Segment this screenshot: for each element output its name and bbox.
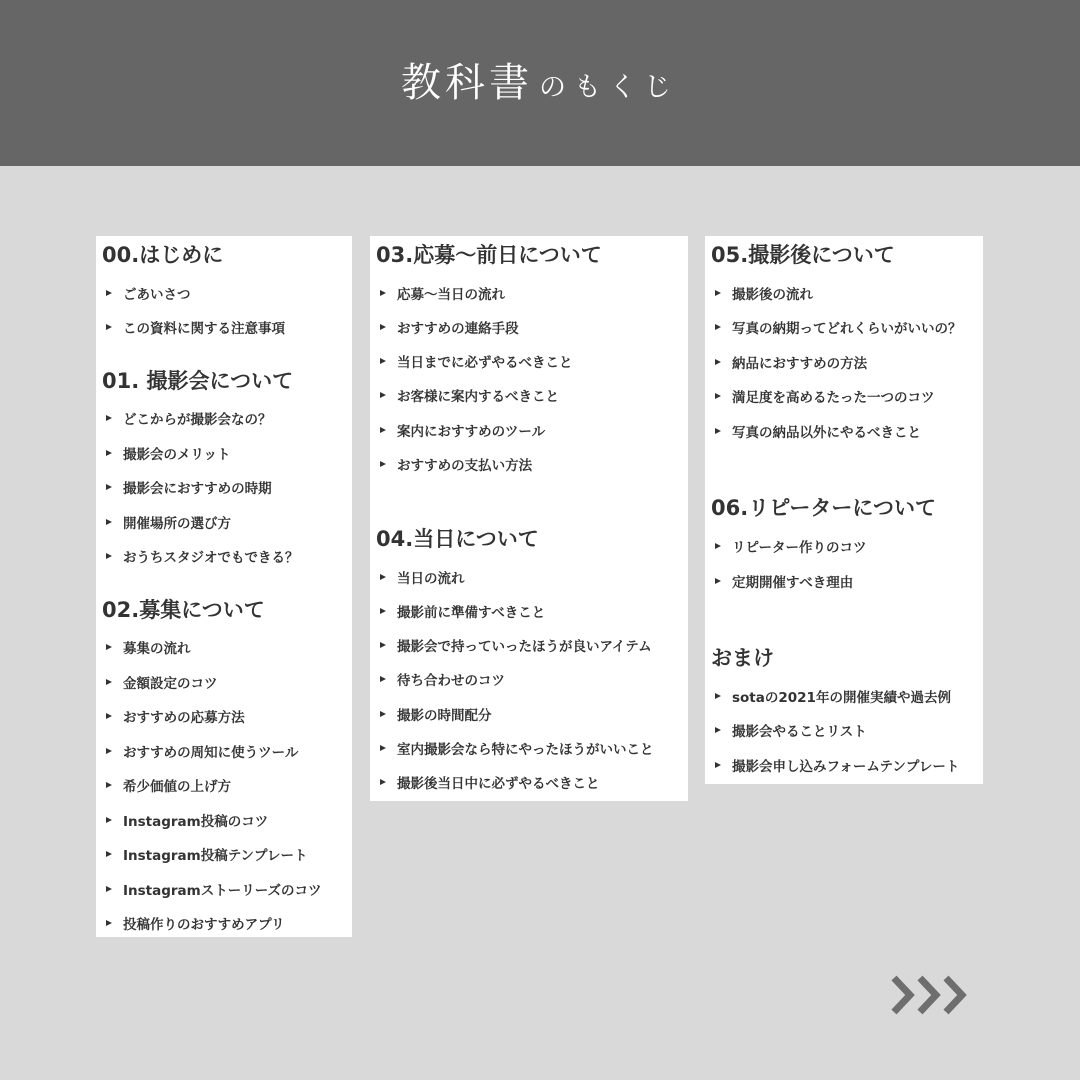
bullet-triangle-icon bbox=[380, 711, 386, 717]
toc-item[interactable]: 撮影後当日中に必ずやるべきこと bbox=[380, 772, 600, 792]
section-title-03: 03.応募〜前日について bbox=[376, 243, 602, 267]
toc-item[interactable]: sotaの2021年の開催実績や過去例 bbox=[715, 686, 951, 706]
toc-item[interactable]: 満足度を高めるたった一つのコツ bbox=[715, 386, 935, 406]
toc-item[interactable]: 撮影後の流れ bbox=[715, 283, 813, 303]
toc-item[interactable]: 撮影会におすすめの時期 bbox=[106, 477, 272, 497]
triple-chevron-right-icon[interactable] bbox=[888, 972, 974, 1018]
bullet-triangle-icon bbox=[715, 578, 721, 584]
bullet-triangle-icon bbox=[106, 290, 112, 296]
toc-item[interactable]: 室内撮影会なら特にやったほうがいいこと bbox=[380, 738, 654, 758]
toc-card-2 bbox=[370, 236, 688, 801]
toc-item[interactable]: 待ち合わせのコツ bbox=[380, 669, 505, 689]
toc-item[interactable]: おうちスタジオでもできる？ bbox=[106, 546, 299, 566]
toc-item[interactable]: 撮影の時間配分 bbox=[380, 704, 492, 724]
toc-item[interactable]: 撮影前に準備すべきこと bbox=[380, 601, 545, 621]
bullet-triangle-icon bbox=[106, 415, 112, 421]
header-banner bbox=[0, 0, 1080, 166]
toc-item[interactable]: 当日の流れ bbox=[380, 567, 465, 587]
toc-item[interactable]: 撮影会のメリット bbox=[106, 443, 230, 463]
bullet-triangle-icon bbox=[715, 324, 721, 330]
bullet-triangle-icon bbox=[380, 358, 386, 364]
toc-item[interactable]: Instagram投稿のコツ bbox=[106, 810, 268, 830]
title-sub: のもくじ bbox=[539, 72, 679, 103]
section-title-02: 02.募集について bbox=[102, 598, 265, 622]
toc-item[interactable]: 応募〜当日の流れ bbox=[380, 283, 505, 303]
toc-item[interactable]: 写真の納品以外にやるべきこと bbox=[715, 421, 921, 441]
toc-item[interactable]: Instagramストーリーズのコツ bbox=[106, 879, 322, 899]
toc-item[interactable]: 撮影会申し込みフォームテンプレート bbox=[715, 755, 959, 775]
toc-card-1 bbox=[96, 236, 352, 937]
toc-item[interactable]: おすすめの応募方法 bbox=[106, 706, 245, 726]
toc-item[interactable]: おすすめの支払い方法 bbox=[380, 454, 532, 474]
bullet-triangle-icon bbox=[106, 679, 112, 685]
toc-item[interactable]: 希少価値の上げ方 bbox=[106, 775, 231, 795]
toc-item[interactable]: ごあいさつ bbox=[106, 283, 191, 303]
toc-item[interactable]: 案内におすすめのツール bbox=[380, 420, 545, 440]
toc-item[interactable]: どこからが撮影会なの？ bbox=[106, 408, 272, 428]
toc-item[interactable]: 定期開催すべき理由 bbox=[715, 571, 853, 591]
bullet-triangle-icon bbox=[715, 693, 721, 699]
bullet-triangle-icon bbox=[715, 762, 721, 768]
bullet-triangle-icon bbox=[715, 543, 721, 549]
toc-item[interactable]: 撮影会で持っていったほうが良いアイテム bbox=[380, 635, 652, 655]
toc-item[interactable]: おすすめの周知に使うツール bbox=[106, 741, 298, 761]
bullet-triangle-icon bbox=[106, 519, 112, 525]
bullet-triangle-icon bbox=[380, 324, 386, 330]
toc-item[interactable]: 開催場所の選び方 bbox=[106, 512, 231, 532]
toc-card-3 bbox=[705, 236, 983, 784]
bullet-triangle-icon bbox=[106, 782, 112, 788]
bullet-triangle-icon bbox=[106, 484, 112, 490]
bullet-triangle-icon bbox=[106, 553, 112, 559]
toc-item[interactable]: 納品におすすめの方法 bbox=[715, 352, 867, 372]
toc-item[interactable]: 写真の納期ってどれくらいがいいの？ bbox=[715, 317, 962, 337]
section-title-bonus: おまけ bbox=[711, 646, 774, 670]
section-title-00: 00.はじめに bbox=[102, 243, 224, 267]
bullet-triangle-icon bbox=[106, 748, 112, 754]
bullet-triangle-icon bbox=[380, 427, 386, 433]
bullet-triangle-icon bbox=[380, 608, 386, 614]
bullet-triangle-icon bbox=[715, 393, 721, 399]
bullet-triangle-icon bbox=[106, 713, 112, 719]
bullet-triangle-icon bbox=[380, 745, 386, 751]
bullet-triangle-icon bbox=[106, 324, 112, 330]
toc-item[interactable]: 募集の流れ bbox=[106, 637, 191, 657]
title-main: 教科書 bbox=[401, 60, 533, 106]
bullet-triangle-icon bbox=[380, 676, 386, 682]
toc-item[interactable]: 撮影会やることリスト bbox=[715, 720, 867, 740]
toc-item[interactable]: 当日までに必ずやるべきこと bbox=[380, 351, 573, 371]
bullet-triangle-icon bbox=[715, 359, 721, 365]
section-title-01: 01. 撮影会について bbox=[102, 369, 294, 393]
toc-item[interactable]: おすすめの連絡手段 bbox=[380, 317, 519, 337]
section-title-05: 05.撮影後について bbox=[711, 243, 895, 267]
bullet-triangle-icon bbox=[380, 574, 386, 580]
bullet-triangle-icon bbox=[715, 290, 721, 296]
bullet-triangle-icon bbox=[715, 428, 721, 434]
toc-item[interactable]: お客様に案内するべきこと bbox=[380, 385, 559, 405]
bullet-triangle-icon bbox=[715, 727, 721, 733]
bullet-triangle-icon bbox=[380, 392, 386, 398]
section-title-04: 04.当日について bbox=[376, 527, 539, 551]
toc-item[interactable]: リピーター作りのコツ bbox=[715, 536, 866, 556]
bullet-triangle-icon bbox=[380, 461, 386, 467]
bullet-triangle-icon bbox=[106, 886, 112, 892]
page-title bbox=[0, 58, 1080, 116]
toc-item[interactable]: この資料に関する注意事項 bbox=[106, 317, 285, 337]
toc-item[interactable]: 投稿作りのおすすめアプリ bbox=[106, 913, 285, 933]
bullet-triangle-icon bbox=[106, 644, 112, 650]
bullet-triangle-icon bbox=[106, 920, 112, 926]
bullet-triangle-icon bbox=[380, 642, 386, 648]
toc-item[interactable]: Instagram投稿テンプレート bbox=[106, 844, 308, 864]
toc-item[interactable]: 金額設定のコツ bbox=[106, 672, 218, 692]
bullet-triangle-icon bbox=[380, 779, 386, 785]
bullet-triangle-icon bbox=[106, 450, 112, 456]
bullet-triangle-icon bbox=[106, 817, 112, 823]
bullet-triangle-icon bbox=[380, 290, 386, 296]
section-title-06: 06.リピーターについて bbox=[711, 496, 936, 520]
bullet-triangle-icon bbox=[106, 851, 112, 857]
